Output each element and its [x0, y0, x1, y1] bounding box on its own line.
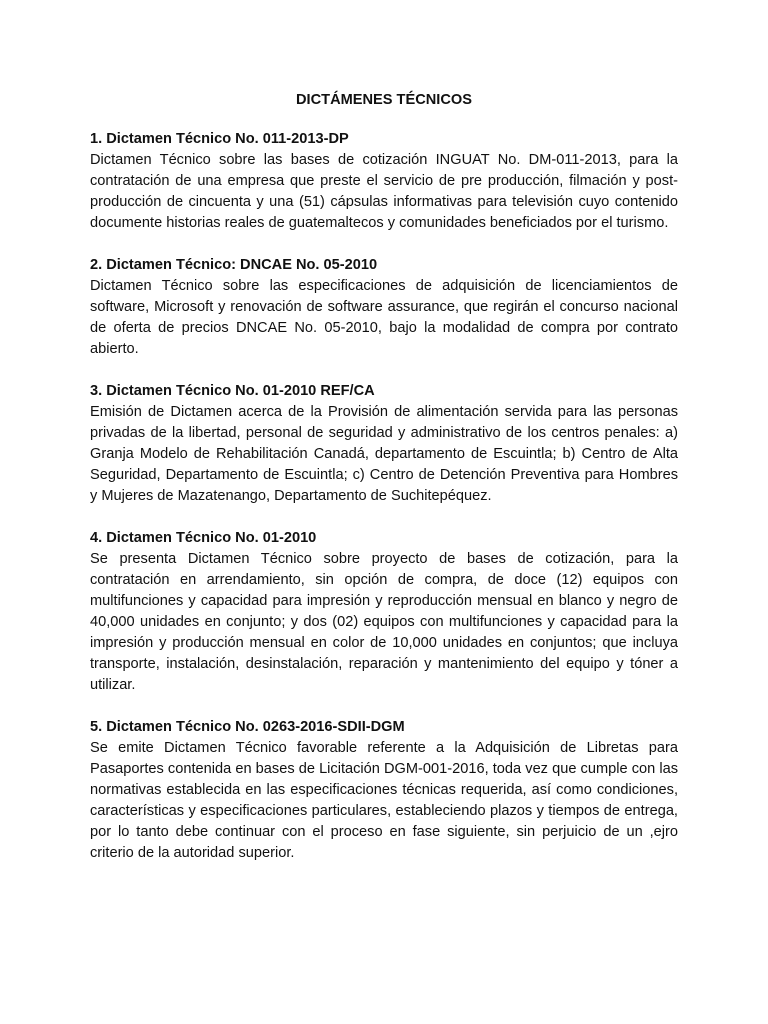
section-heading: 3. Dictamen Técnico No. 01-2010 REF/CA — [90, 383, 375, 399]
section-heading: 2. Dictamen Técnico: DNCAE No. 05-2010 — [90, 257, 378, 273]
section-heading: 5. Dictamen Técnico No. 0263-2016-SDII-DGM — [90, 719, 405, 735]
section-4 — [90, 528, 678, 696]
section-1 — [90, 129, 678, 234]
section-body: Emisión de Dictamen acerca de la Provisión de alimentación servida para las personas privadas de la libertad, personal de seguridad y administrativo de los centros penales: a) Granja Modelo de Rehabilitación Canadá, departamento de Escuintla; b) Centro de Alta Seguridad, Departamento de Escuintla; c) Centro de Detención Preventiva para Hombres y Mujeres de Mazatenango, Departamento de Suchitepéquez. — [90, 404, 678, 504]
section-body: Se presenta Dictamen Técnico sobre proyecto de bases de cotización, para la contratación en arrendamiento, sin opción de compra, de doce (12) equipos con multifunciones y capacidad para impresión y reproducción mensual en blanco y negro de 40,000 unidades en conjunto; y dos (02) equipos con multifunciones y capacidad para la impresión y producción mensual en color de 10,000 unidades en conjuntos; que incluya transporte, instalación, desinstalación, reparación y mantenimiento del equipo y tóner a utilizar. — [90, 551, 678, 693]
section-2 — [90, 255, 678, 360]
section-3 — [90, 381, 678, 507]
section-heading: 4. Dictamen Técnico No. 01-2010 — [90, 530, 317, 546]
section-body: Dictamen Técnico sobre las bases de cotización INGUAT No. DM-011-2013, para la contratación de una empresa que preste el servicio de pre producción, filmación y post-producción de cincuenta y una (51) cápsulas informativas para televisión cuyo contenido documente historias reales de guatemaltecos y comunidades beneficiados por el turismo. — [90, 152, 678, 231]
section-5 — [90, 717, 678, 864]
section-body: Se emite Dictamen Técnico favorable referente a la Adquisición de Libretas para Pasaportes contenida en bases de Licitación DGM-001-2016, toda vez que cumple con las normativas establecida en las especificaciones técnicas requerida, así como condiciones, características y especificaciones particulares, estableciendo plazos y tiempos de entrega, por lo tanto debe continuar con el proceso en fase siguiente, sin perjuicio de un ,ejro criterio de la autoridad superior. — [90, 740, 678, 861]
section-body: Dictamen Técnico sobre las especificaciones de adquisición de licenciamientos de software, Microsoft y renovación de software assurance, que regirán el concurso nacional de oferta de precios DNCAE No. 05-2010, bajo la modalidad de compra por contrato abierto. — [90, 278, 678, 357]
section-heading: 1. Dictamen Técnico No. 011-2013-DP — [90, 131, 349, 147]
document-title: DICTÁMENES TÉCNICOS — [296, 92, 472, 108]
